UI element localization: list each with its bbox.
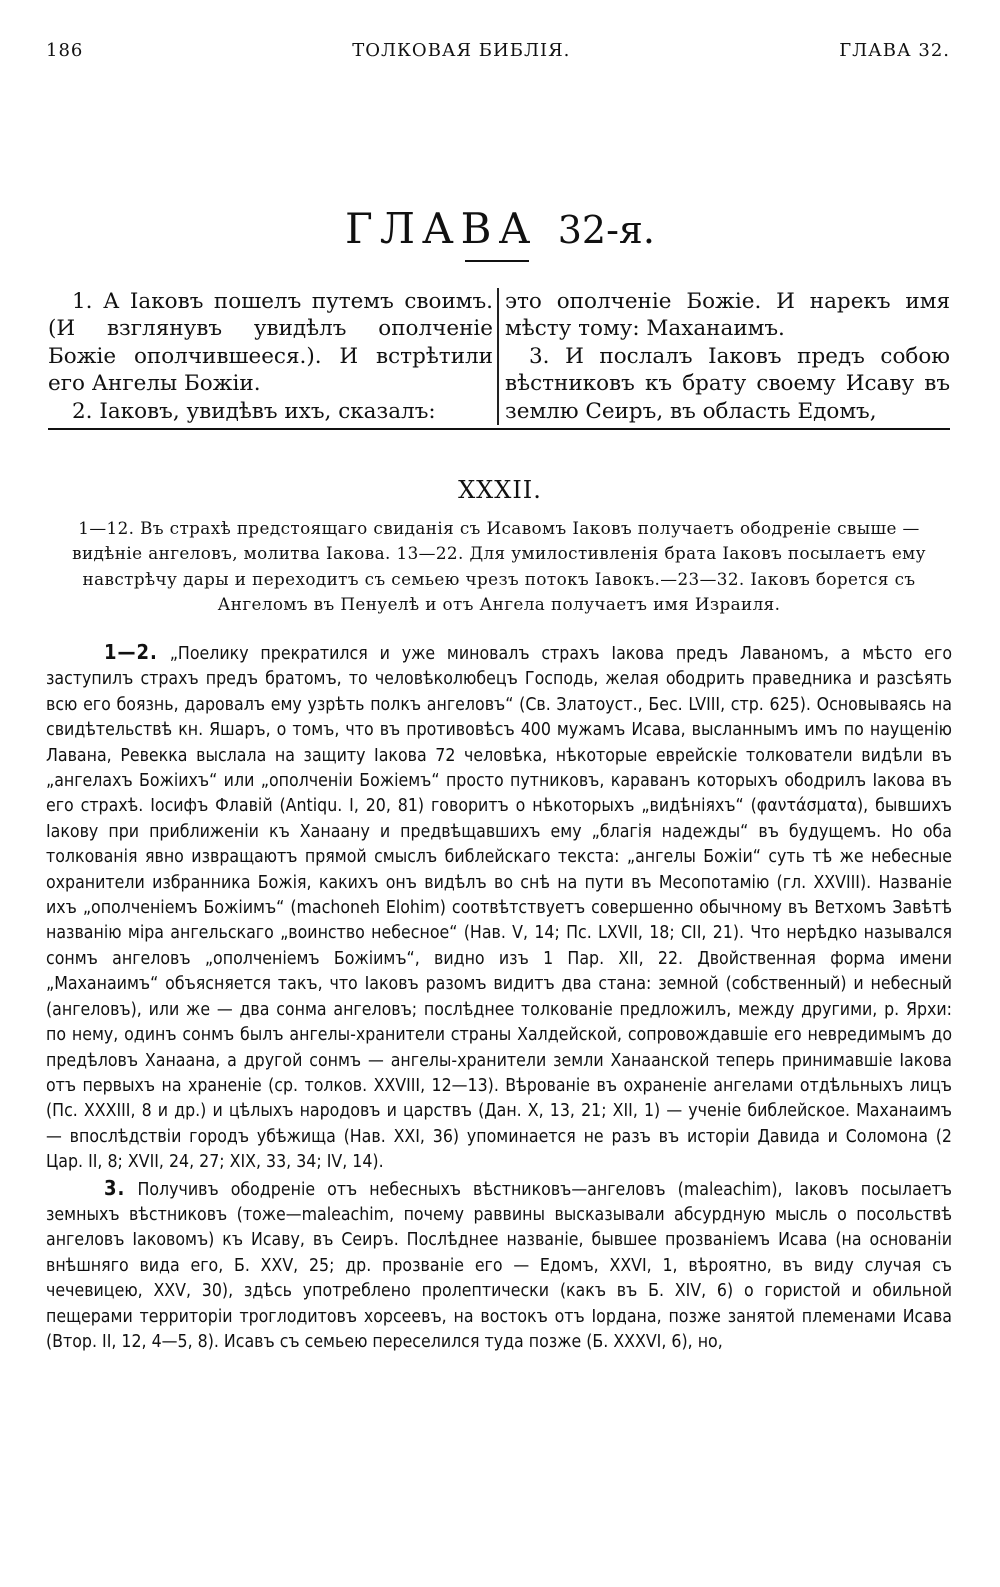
running-header	[46, 40, 950, 61]
verse-paragraph: 2. Іаковъ, увидѣвъ ихъ, сказалъ:	[72, 398, 436, 424]
verse-paragraph: это ополченіе Божіе. И нарекъ имя мѣсту тому: Маханаимъ.	[505, 289, 951, 342]
commentary-text: „Поелику прекратился и уже миновалъ страхъ Іакова предъ Лаваномъ, а мѣсто его заступилъ страхъ предъ братомъ, то человѣколюбецъ Господь, желая ободрить праведника и разсѣять всю его боязнь, даровалъ ему узрѣть полкъ ангеловъ“ (Св. Златоуст., Бес. LVIII, стр. 625). Основываясь на свидѣтельствѣ кн. Яшаръ, о томъ, что въ противовѣсъ 400 мужамъ Исава, высланнымъ имъ по наущенію Лавана, Ревекка выслала на защиту Іакова 72 человѣка, нѣкоторые еврейскіе толкователи видѣли въ „ангелахъ Божіихъ“ или „ополченіи Божіемъ“ просто путниковъ, караванъ которыхъ ободрилъ Іакова въ его страхѣ. Іосифъ Флавій (Antiqu. I, 20, 81) говоритъ о нѣкоторыхъ „видѣніяхъ“ (φαντάσματα), бывшихъ Іакову при приближеніи къ Ханаану и предвѣщавшихъ ему „благія надежды“ въ будущемъ. Но оба толкованія явно извращаютъ прямой смыслъ библейскаго текста: „ангелы Божіи“ суть тѣ же небесные охранители избранника Божія, какихъ онъ видѣлъ во снѣ на пути въ Месопотамію (гл. XXVIII). Названіе ихъ „ополченіемъ Божіимъ“ (machoneh Elohim) соотвѣтствуетъ совершенно обычному въ Ветхомъ Завѣтѣ названію міра ангельскаго „воинство небесное“ (Нав. V, 14; Пс. LXVII, 18; CII, 21). Что нерѣдко назывался сонмъ ангеловъ „ополченіемъ Божіимъ“, видно изъ 1 Пар. XII, 22. Двойственная форма имени „Маханаимъ“ объясняется такъ, что Іаковъ разомъ видитъ два стана: земной (собственный) и небесный (ангеловъ), или же — два сонма ангеловъ; послѣднее толкованіе предложилъ, между другими, р. Ярхи: по нему, одинъ сонмъ былъ ангелы-хранители страны Халдейской, сопровождавшіе его невредимымъ до предѣловъ Ханаана, а другой сонмъ — ангелы-хранители земли Ханаанской теперь принимавшіе Іакова отъ первыхъ на храненіе (ср. толков. XXVIII, 12—13). Вѣрованіе въ охраненіе ангелами отдѣльныхъ лицъ (Пс. XXXIII, 8 и др.) и цѣлыхъ народовъ и царствъ (Дан. X, 13, 21; XII, 1) — ученіе библейское. Маханаимъ — впослѣдствіи городъ убѣжища (Нав. XXI, 36) упоминается не разъ въ исторіи Давида и Соломона (2 Цар. II, 8; XVII, 24, 27; XIX, 33, 34; IV, 14).	[46, 644, 952, 1173]
columns-bottom-rule	[48, 428, 950, 430]
bible-text-left-column	[48, 288, 497, 425]
commentary-body	[46, 640, 952, 1355]
commentary-text: Получивъ ободреніе отъ небесныхъ вѣстниковъ—ангеловъ (maleachim), Іаковъ посылаетъ земныхъ вѣстниковъ (тоже—maleachim, почему раввины высказывали абсурдную мысль о посольствѣ ангеловъ Іаковомъ) къ Исаву, въ Сеиръ. Послѣднее названіе, бывшее прозваніемъ Исава (на основаніи внѣшняго вида его, Б. XXV, 25; др. прозваніе его — Едомъ, XXVI, 1, вѣроятно, въ виду случая съ чечевицею, XXV, 30), здѣсь употреблено пролептически (какъ въ Б. XIV, 6) о гористой и обильной пещерами территоріи троглодитовъ хорсеевъ, на востокъ отъ Іордана, позже занятой племенами Исава (Втор. II, 12, 4—5, 8). Исавъ съ семьею переселился туда позже (Б. XXXVI, 6), но,	[46, 1179, 952, 1352]
chapter-title-word: ГЛАВА	[345, 204, 538, 254]
page-number: 186	[46, 40, 84, 61]
verse-paragraph: 3. И послалъ Іаковъ предъ собою вѣстниковъ къ брату своему Исаву въ землю Сеиръ, въ область Едомъ,	[505, 343, 951, 424]
title-rule	[465, 260, 529, 262]
bible-text-columns	[48, 288, 950, 425]
commentary-paragraph	[46, 1176, 952, 1356]
verse-reference: 3.	[104, 1175, 126, 1200]
commentary-paragraph	[46, 640, 952, 1176]
running-title: ТОЛКОВАЯ БИБЛІЯ.	[352, 40, 571, 61]
section-summary: 1—12. Въ страхѣ предстоящаго свиданія съ Исавомъ Іаковъ получаетъ ободреніе свыше — видѣніе ангеловъ, молитва Іакова. 13—22. Для умилостивленія брата Іаковъ посылаетъ ему навстрѣчу дары и переходитъ съ семьею чрезъ потокъ Іавокъ.—23—32. Іаковъ борется съ Ангеломъ въ Пенуелѣ и отъ Ангела получаетъ имя Израиля.	[72, 518, 926, 614]
bible-text-right-column	[499, 288, 950, 425]
chapter-ordinal: 32-я.	[557, 208, 655, 253]
section-heading: XXXII.	[458, 476, 542, 504]
chapter-title	[0, 204, 1000, 253]
chapter-label: ГЛАВА 32.	[839, 40, 950, 61]
verse-reference: 1—2.	[104, 640, 158, 664]
verse-paragraph: 1. А Іаковъ пошелъ путемъ своимъ. (И взглянувъ увидѣлъ ополченіе Божіе ополчившееся.). И встрѣтили его Ангелы Божіи.	[48, 289, 494, 397]
